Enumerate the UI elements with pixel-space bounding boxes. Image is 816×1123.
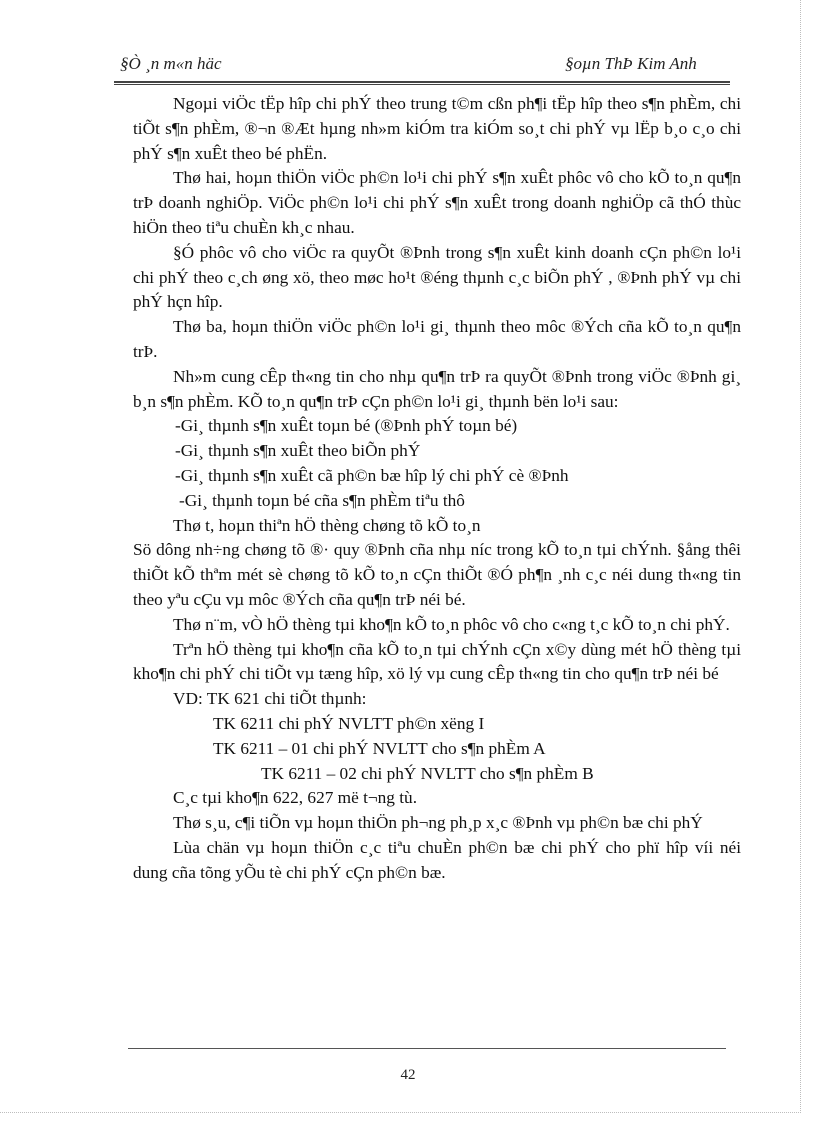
header-left-title: §Ò ¸n m«n häc (120, 54, 222, 73)
paragraph-9: Trªn hÖ thèng tµi kho¶n cña kÕ to¸n tµi chÝnh cÇn x©y dùng mét hÖ thèng tµi kho¶n chi phÝ chi tiÕt vµ tæng hîp, xö lý vµ cung cÊp th«ng tin cho qu¶n trÞ néi bé (133, 639, 741, 684)
example-line: TK 6211 – 02 chi phÝ NVLTT cho s¶n phÈm B (261, 763, 594, 783)
example-line: TK 6211 – 01 chi phÝ NVLTT cho s¶n phÈm A (213, 738, 546, 758)
paragraph-12: Lùa chän vµ hoµn thiÖn c¸c tiªu chuÈn ph©n bæ chi phÝ cho phï hîp víi néi dung cña tõng yÕu tè chi phÝ cÇn ph©n bæ. (133, 837, 741, 882)
page-number: 42 (400, 1067, 416, 1083)
list-item: -Gi¸ thµnh toµn bé cña s¶n phÈm tiªu thô (179, 490, 465, 510)
paragraph-5: Nh»m cung cÊp th«ng tin cho nhµ qu¶n trÞ ra quyÕt ®Þnh trong viÖc ®Þnh gi¸ b¸n s¶n phÈm. KÕ to¸n qu¶n trÞ cÇn ph©n lo¹i gi¸ thµnh bën lo¹i sau: (133, 366, 741, 411)
paragraph-8: Thø n¨m, vÒ hÖ thèng tµi kho¶n kÕ to¸n phôc vô cho c«ng t¸c kÕ to¸n chi phÝ. (173, 614, 730, 634)
paragraph-2: Thø hai, hoµn thiÖn viÖc ph©n lo¹i chi phÝ s¶n xuÊt phôc vô cho kÕ to¸n qu¶n trÞ doanh nghiÖp. ViÖc ph©n lo¹i chi phÝ s¶n xuÊt trong doanh nghiÖp cã thÓ thùc hiÖn theo tiªu chuÈn kh¸c nhau. (133, 168, 741, 237)
example-heading: VD: TK 621 chi tiÕt thµnh: (173, 689, 367, 709)
list-item: -Gi¸ thµnh s¶n xuÊt toµn bé (®Þnh phÝ toµn bé) (175, 416, 518, 436)
paragraph-10: C¸c tµi kho¶n 622, 627 më t¬ng tù. (173, 788, 418, 808)
paragraph-6: Thø t, hoµn thiªn hÖ thèng chøng tõ kÕ to¸n (173, 515, 481, 535)
footer-rule (128, 1048, 726, 1049)
header-right-author: §oµn ThÞ Kim Anh (565, 54, 697, 73)
paragraph-3: §Ó phôc vô cho viÖc ra quyÕt ®Þnh trong s¶n xuÊt kinh doanh cÇn ph©n lo¹i chi phÝ theo c¸ch øng xö, theo møc ho¹t ®éng thµnh c¸c biÕn phÝ , ®Þnh phÝ vµ chi phÝ hçn hîp. (133, 242, 741, 312)
paragraph-4: Thø ba, hoµn thiÖn viÖc ph©n lo¹i gi¸ thµnh theo môc ®Ých cña kÕ to¸n qu¶n trÞ. (133, 317, 741, 361)
header-rule (114, 81, 730, 85)
example-line: TK 6211 chi phÝ NVLTT ph©n xëng I (213, 713, 485, 733)
list-item: -Gi¸ thµnh s¶n xuÊt theo biÕn phÝ (175, 441, 421, 461)
list-item: -Gi¸ thµnh s¶n xuÊt cã ph©n bæ hîp lý chi phÝ cè ®Þnh (175, 465, 569, 485)
paragraph-7: Sö dông nh÷ng chøng tõ ®· quy ®Þnh cña nhµ níc trong kÕ to¸n tµi chÝnh. §ång thêi thiÕt kÕ thªm mét sè chøng tõ kÕ to¸n cÇn thiÕt ®Ó ph¶n ¸nh c¸c néi dung th«ng tin theo yªu cÇu vµ môc ®Ých cña qu¶n trÞ néi bé. (133, 540, 741, 609)
page-body (133, 92, 741, 886)
paragraph-11: Thø s¸u, c¶i tiÕn vµ hoµn thiÖn ph¬ng ph¸p x¸c ®Þnh vµ ph©n bæ chi phÝ (173, 813, 703, 833)
paragraph-1: Ngoµi viÖc tËp hîp chi phÝ theo trung t©m cßn ph¶i tËp hîp theo s¶n phÈm, chi tiÕt s¶n phÈm, ®¬n ®Æt hµng nh»m kiÓm tra kiÓm so¸t chi phÝ vµ lËp b¸o c¸o chi phÝ s¶n xuÊt theo bé phËn. (133, 94, 741, 163)
